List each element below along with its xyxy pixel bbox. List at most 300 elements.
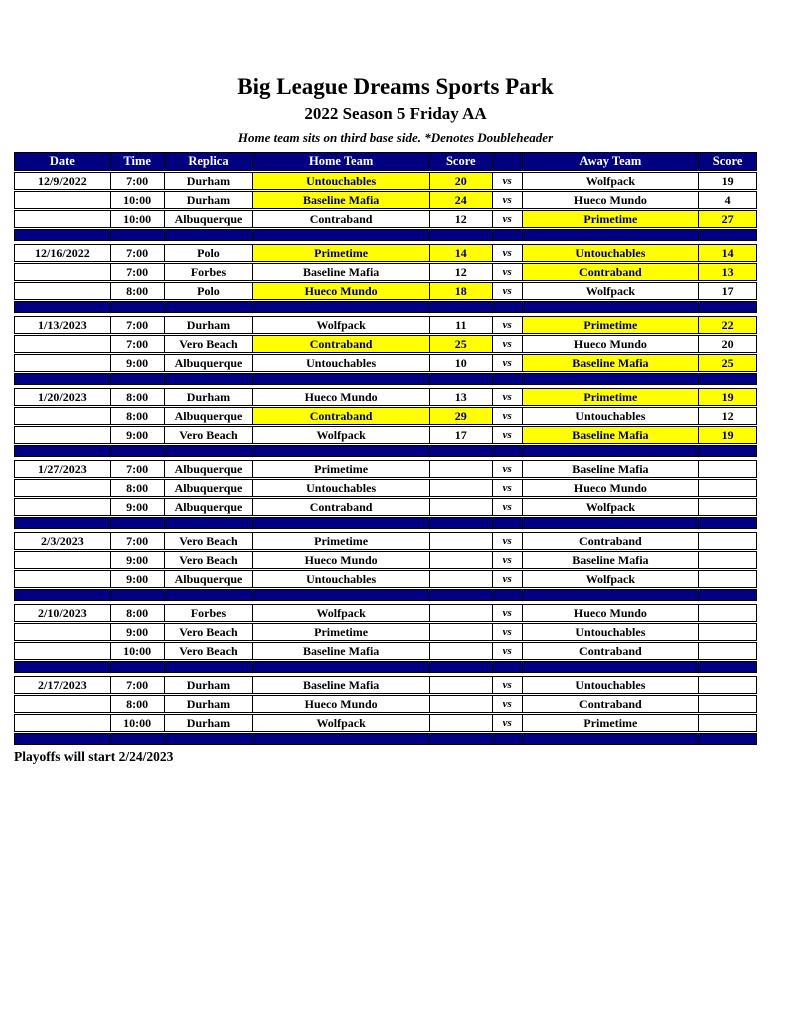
time-cell: 9:00 <box>111 624 165 640</box>
game-row <box>14 407 757 425</box>
separator-cell <box>699 590 756 600</box>
vs-label: vs <box>493 677 523 693</box>
separator-cell <box>430 662 493 672</box>
away-score-cell: 25 <box>699 355 756 371</box>
time-cell: 8:00 <box>111 605 165 621</box>
vs-label: vs <box>493 605 523 621</box>
table-body <box>14 172 757 745</box>
game-row <box>14 388 757 406</box>
time-cell: 10:00 <box>111 643 165 659</box>
replica-cell: Albuquerque <box>165 355 254 371</box>
game-row <box>14 604 757 622</box>
header-date: Date <box>15 153 111 170</box>
separator-cell <box>111 590 165 600</box>
separator-cell <box>699 518 756 528</box>
away-score-cell: 22 <box>699 317 756 333</box>
time-cell: 7:00 <box>111 336 165 352</box>
time-cell: 7:00 <box>111 317 165 333</box>
time-cell: 7:00 <box>111 461 165 477</box>
separator-cell <box>523 662 700 672</box>
away-team-cell: Hueco Mundo <box>523 605 700 621</box>
home-score-cell: 14 <box>430 245 493 261</box>
home-score-cell: 24 <box>430 192 493 208</box>
away-team-cell: Primetime <box>523 389 700 405</box>
separator-row <box>14 373 757 385</box>
date-cell <box>15 643 111 659</box>
date-cell <box>15 336 111 352</box>
separator-cell <box>523 590 700 600</box>
header-home-team: Home Team <box>253 153 430 170</box>
separator-cell <box>699 230 756 240</box>
away-score-cell <box>699 480 756 496</box>
vs-label: vs <box>493 264 523 280</box>
separator-cell <box>523 302 700 312</box>
home-team-cell: Hueco Mundo <box>253 696 430 712</box>
separator-cell <box>15 230 111 240</box>
date-block <box>14 244 757 300</box>
home-score-cell: 12 <box>430 264 493 280</box>
time-cell: 10:00 <box>111 211 165 227</box>
home-score-cell: 20 <box>430 173 493 189</box>
away-score-cell: 19 <box>721 173 734 188</box>
separator-cell <box>430 518 493 528</box>
date-cell <box>15 355 111 371</box>
date-cell <box>15 696 111 712</box>
vs-label: vs <box>493 552 523 568</box>
separator-cell <box>15 446 111 456</box>
separator-cell <box>111 518 165 528</box>
away-score-cell <box>699 605 756 621</box>
replica-cell: Vero Beach <box>165 643 254 659</box>
home-score-cell <box>430 533 493 549</box>
game-row <box>14 282 757 300</box>
separator-cell <box>430 734 493 744</box>
vs-label: vs <box>493 211 523 227</box>
date-cell <box>15 427 111 443</box>
home-score-cell: 18 <box>430 283 493 299</box>
replica-cell: Durham <box>165 715 254 731</box>
home-team-cell: Untouchables <box>253 173 430 189</box>
game-row <box>14 191 757 209</box>
separator-cell <box>253 734 430 744</box>
separator-row <box>14 229 757 241</box>
date-cell: 1/13/2023 <box>15 317 111 333</box>
time-cell: 9:00 <box>111 552 165 568</box>
vs-label: vs <box>493 245 523 261</box>
home-score-cell <box>430 605 493 621</box>
home-score-cell <box>430 552 493 568</box>
time-cell: 10:00 <box>111 192 165 208</box>
game-row <box>14 623 757 641</box>
game-row <box>14 316 757 334</box>
separator-cell <box>165 734 254 744</box>
separator-cell <box>253 590 430 600</box>
game-row <box>14 210 757 228</box>
home-team-cell: Untouchables <box>253 571 430 587</box>
separator-cell <box>165 446 254 456</box>
away-team-cell: Primetime <box>523 211 700 227</box>
home-team-cell: Primetime <box>253 461 430 477</box>
header-vs <box>493 153 523 170</box>
replica-cell: Polo <box>165 283 254 299</box>
home-score-cell: 11 <box>430 317 493 333</box>
away-team-cell: Baseline Mafia <box>523 355 700 371</box>
separator-cell <box>699 662 756 672</box>
separator-row <box>14 445 757 457</box>
date-block <box>14 316 757 372</box>
date-block <box>14 388 757 444</box>
game-row <box>14 498 757 516</box>
separator-cell <box>699 446 756 456</box>
separator-cell <box>165 302 254 312</box>
separator-cell <box>430 230 493 240</box>
separator-cell <box>111 374 165 384</box>
away-team-cell: Hueco Mundo <box>523 192 700 208</box>
separator-cell <box>699 374 756 384</box>
away-score-cell: 13 <box>699 264 756 280</box>
replica-cell: Albuquerque <box>165 480 254 496</box>
game-row <box>14 479 757 497</box>
home-score-cell <box>430 696 493 712</box>
date-block <box>14 604 757 660</box>
away-team-cell: Contraband <box>523 533 700 549</box>
date-cell <box>15 571 111 587</box>
date-cell <box>15 499 111 515</box>
separator-cell <box>493 374 523 384</box>
separator-cell <box>699 302 756 312</box>
vs-label: vs <box>493 389 523 405</box>
separator-cell <box>430 302 493 312</box>
home-team-cell: Contraband <box>253 499 430 515</box>
date-cell <box>15 283 111 299</box>
away-score-cell <box>699 571 756 587</box>
game-row <box>14 532 757 550</box>
game-row <box>14 714 757 732</box>
vs-label: vs <box>493 571 523 587</box>
home-score-cell <box>430 643 493 659</box>
game-row <box>14 551 757 569</box>
away-score-cell: 17 <box>721 283 734 298</box>
separator-row <box>14 301 757 313</box>
separator-cell <box>111 734 165 744</box>
home-score-cell: 29 <box>430 408 493 424</box>
away-score-cell: 27 <box>699 211 756 227</box>
separator-cell <box>253 662 430 672</box>
game-row <box>14 335 757 353</box>
away-team-cell: Primetime <box>523 715 700 731</box>
time-cell: 8:00 <box>111 480 165 496</box>
vs-label: vs <box>493 283 523 299</box>
home-score-cell <box>430 571 493 587</box>
home-score-cell: 12 <box>430 211 493 227</box>
home-team-cell: Baseline Mafia <box>253 643 430 659</box>
home-score-cell: 17 <box>430 427 493 443</box>
separator-cell <box>493 590 523 600</box>
separator-cell <box>493 446 523 456</box>
header-home-score: Score <box>430 153 493 170</box>
game-row <box>14 676 757 694</box>
date-cell <box>15 552 111 568</box>
replica-cell: Albuquerque <box>165 499 254 515</box>
away-team-cell: Baseline Mafia <box>523 427 700 443</box>
date-cell <box>15 480 111 496</box>
time-cell: 7:00 <box>111 173 165 189</box>
separator-cell <box>111 662 165 672</box>
date-cell: 1/20/2023 <box>15 389 111 405</box>
date-cell: 2/17/2023 <box>15 677 111 693</box>
separator-cell <box>493 518 523 528</box>
replica-cell: Albuquerque <box>165 461 254 477</box>
vs-label: vs <box>493 499 523 515</box>
vs-label: vs <box>493 715 523 731</box>
separator-cell <box>493 662 523 672</box>
away-team-cell: Hueco Mundo <box>523 336 700 352</box>
home-team-cell: Primetime <box>253 245 430 261</box>
separator-cell <box>111 446 165 456</box>
separator-cell <box>165 662 254 672</box>
away-team-cell: Primetime <box>523 317 700 333</box>
away-team-cell: Untouchables <box>523 245 700 261</box>
away-score-cell: 14 <box>699 245 756 261</box>
separator-cell <box>430 446 493 456</box>
time-cell: 7:00 <box>111 245 165 261</box>
separator-cell <box>253 230 430 240</box>
time-cell: 8:00 <box>111 389 165 405</box>
away-score-cell: 4 <box>724 192 731 207</box>
date-cell: 12/16/2022 <box>15 245 111 261</box>
home-team-cell: Wolfpack <box>253 427 430 443</box>
date-cell <box>15 715 111 731</box>
vs-label: vs <box>493 192 523 208</box>
separator-cell <box>253 518 430 528</box>
time-cell: 8:00 <box>111 696 165 712</box>
home-team-cell: Contraband <box>253 336 430 352</box>
separator-cell <box>111 230 165 240</box>
time-cell: 8:00 <box>111 408 165 424</box>
away-team-cell: Baseline Mafia <box>523 461 700 477</box>
away-score-cell: 19 <box>699 389 756 405</box>
home-team-cell: Hueco Mundo <box>253 283 430 299</box>
game-row <box>14 642 757 660</box>
separator-cell <box>523 230 700 240</box>
separator-row <box>14 517 757 529</box>
replica-cell: Durham <box>165 677 254 693</box>
date-cell <box>15 408 111 424</box>
header-away-score: Score <box>699 153 756 170</box>
away-score-cell <box>699 624 756 640</box>
game-row <box>14 460 757 478</box>
away-score-cell <box>699 499 756 515</box>
vs-label: vs <box>493 427 523 443</box>
vs-label: vs <box>493 173 523 189</box>
home-team-cell: Primetime <box>253 624 430 640</box>
header-time: Time <box>111 153 165 170</box>
time-cell: 7:00 <box>111 533 165 549</box>
time-cell: 9:00 <box>111 571 165 587</box>
home-score-cell: 10 <box>430 355 493 371</box>
home-team-cell: Hueco Mundo <box>253 552 430 568</box>
separator-cell <box>15 374 111 384</box>
date-cell: 1/27/2023 <box>15 461 111 477</box>
away-score-cell: 20 <box>721 336 734 351</box>
replica-cell: Albuquerque <box>165 408 254 424</box>
separator-cell <box>430 590 493 600</box>
vs-label: vs <box>493 317 523 333</box>
away-team-cell: Wolfpack <box>523 283 700 299</box>
away-team-cell: Contraband <box>523 696 700 712</box>
game-row <box>14 695 757 713</box>
vs-label: vs <box>493 533 523 549</box>
home-team-cell: Untouchables <box>253 355 430 371</box>
game-row <box>14 354 757 372</box>
away-team-cell: Wolfpack <box>523 173 700 189</box>
away-score-cell <box>699 552 756 568</box>
away-score-cell <box>699 696 756 712</box>
date-cell: 2/10/2023 <box>15 605 111 621</box>
replica-cell: Durham <box>165 317 254 333</box>
away-score-cell <box>699 643 756 659</box>
home-team-cell: Wolfpack <box>253 605 430 621</box>
away-team-cell: Untouchables <box>523 408 700 424</box>
game-row <box>14 244 757 262</box>
away-score-cell <box>699 715 756 731</box>
game-row <box>14 172 757 190</box>
separator-row <box>14 661 757 673</box>
home-team-note: Home team sits on third base side. *Denotes Doubleheader <box>237 130 554 145</box>
home-team-cell: Hueco Mundo <box>253 389 430 405</box>
game-row <box>14 263 757 281</box>
vs-label: vs <box>493 355 523 371</box>
date-cell: 2/3/2023 <box>15 533 111 549</box>
separator-cell <box>165 518 254 528</box>
home-team-cell: Primetime <box>253 533 430 549</box>
replica-cell: Vero Beach <box>165 624 254 640</box>
season-subtitle: 2022 Season 5 Friday AA <box>304 104 487 123</box>
replica-cell: Durham <box>165 173 254 189</box>
separator-cell <box>253 302 430 312</box>
home-team-cell: Wolfpack <box>253 317 430 333</box>
page-title: Big League Dreams Sports Park <box>237 74 554 99</box>
separator-cell <box>111 302 165 312</box>
header-away-team: Away Team <box>523 153 700 170</box>
separator-cell <box>165 230 254 240</box>
home-team-cell: Wolfpack <box>253 715 430 731</box>
replica-cell: Albuquerque <box>165 571 254 587</box>
home-team-cell: Contraband <box>253 211 430 227</box>
vs-label: vs <box>493 643 523 659</box>
date-cell <box>15 264 111 280</box>
away-score-cell <box>699 533 756 549</box>
date-block <box>14 172 757 228</box>
replica-cell: Polo <box>165 245 254 261</box>
time-cell: 9:00 <box>111 427 165 443</box>
replica-cell: Vero Beach <box>165 427 254 443</box>
away-score-cell <box>699 461 756 477</box>
away-team-cell: Untouchables <box>523 624 700 640</box>
home-score-cell <box>430 499 493 515</box>
date-cell: 12/9/2022 <box>15 173 111 189</box>
away-score-cell <box>699 677 756 693</box>
replica-cell: Albuquerque <box>165 211 254 227</box>
separator-cell <box>523 446 700 456</box>
time-cell: 7:00 <box>111 264 165 280</box>
separator-cell <box>523 374 700 384</box>
separator-cell <box>493 302 523 312</box>
away-team-cell: Hueco Mundo <box>523 480 700 496</box>
separator-cell <box>493 734 523 744</box>
separator-row <box>14 733 757 745</box>
separator-cell <box>165 374 254 384</box>
replica-cell: Vero Beach <box>165 336 254 352</box>
separator-row <box>14 589 757 601</box>
schedule-table <box>14 152 757 745</box>
separator-cell <box>493 230 523 240</box>
separator-cell <box>253 446 430 456</box>
separator-cell <box>699 734 756 744</box>
home-team-cell: Untouchables <box>253 480 430 496</box>
replica-cell: Forbes <box>165 264 254 280</box>
time-cell: 9:00 <box>111 355 165 371</box>
separator-cell <box>523 734 700 744</box>
home-team-cell: Baseline Mafia <box>253 192 430 208</box>
replica-cell: Vero Beach <box>165 552 254 568</box>
game-row <box>14 426 757 444</box>
home-team-cell: Contraband <box>253 408 430 424</box>
vs-label: vs <box>493 336 523 352</box>
time-cell: 8:00 <box>111 283 165 299</box>
away-score-cell: 19 <box>699 427 756 443</box>
separator-cell <box>15 662 111 672</box>
time-cell: 10:00 <box>111 715 165 731</box>
away-team-cell: Contraband <box>523 264 700 280</box>
separator-cell <box>15 518 111 528</box>
playoffs-footer: Playoffs will start 2/24/2023 <box>14 749 174 764</box>
separator-cell <box>15 734 111 744</box>
date-cell <box>15 624 111 640</box>
replica-cell: Vero Beach <box>165 533 254 549</box>
date-cell <box>15 192 111 208</box>
home-team-cell: Baseline Mafia <box>253 677 430 693</box>
vs-label: vs <box>493 408 523 424</box>
time-cell: 7:00 <box>111 677 165 693</box>
home-score-cell: 25 <box>430 336 493 352</box>
separator-cell <box>430 374 493 384</box>
vs-label: vs <box>493 480 523 496</box>
home-score-cell <box>430 677 493 693</box>
date-cell <box>15 211 111 227</box>
date-block <box>14 532 757 588</box>
separator-cell <box>523 518 700 528</box>
vs-label: vs <box>493 696 523 712</box>
away-team-cell: Wolfpack <box>523 571 700 587</box>
away-team-cell: Wolfpack <box>523 499 700 515</box>
away-team-cell: Untouchables <box>523 677 700 693</box>
table-header-row <box>14 152 757 171</box>
replica-cell: Durham <box>165 696 254 712</box>
replica-cell: Durham <box>165 389 254 405</box>
home-score-cell <box>430 715 493 731</box>
away-team-cell: Contraband <box>523 643 700 659</box>
home-score-cell: 13 <box>430 389 493 405</box>
replica-cell: Durham <box>165 192 254 208</box>
home-team-cell: Baseline Mafia <box>253 264 430 280</box>
home-score-cell <box>430 624 493 640</box>
home-score-cell <box>430 461 493 477</box>
separator-cell <box>253 374 430 384</box>
away-score-cell: 12 <box>721 408 734 423</box>
vs-label: vs <box>493 461 523 477</box>
header-replica: Replica <box>165 153 254 170</box>
